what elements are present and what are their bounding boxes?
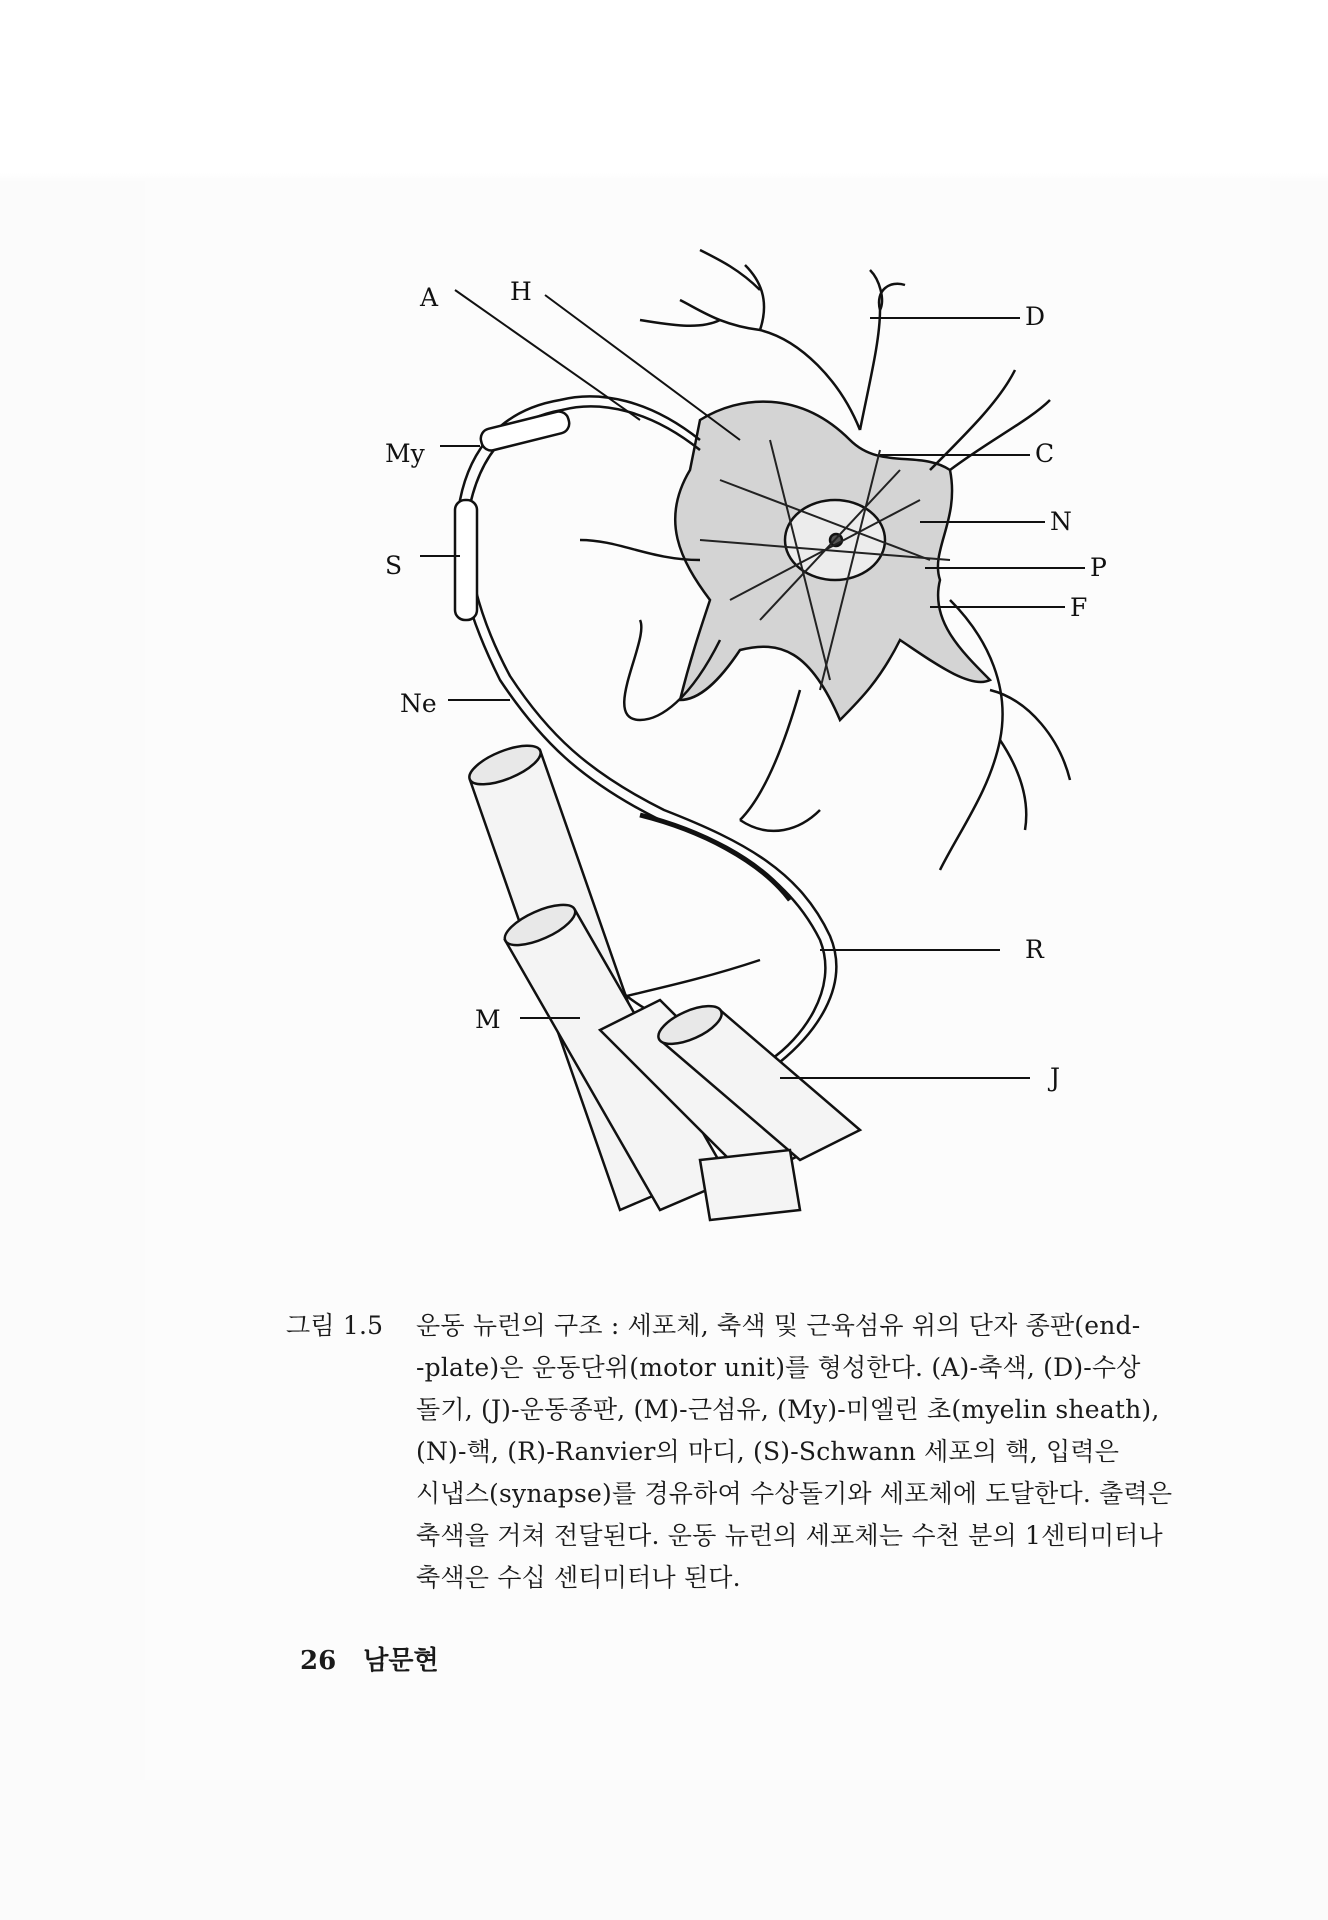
label-ne: Ne [400, 689, 437, 718]
label-c: C [1035, 439, 1055, 468]
label-n: N [1050, 507, 1072, 536]
label-r: R [1025, 935, 1044, 964]
page-number: 26 [300, 1646, 337, 1676]
caption-line: -plate)은 운동단위(motor unit)를 형성한다. (A)-축색, (D)-수상 [416, 1353, 1141, 1382]
caption-line: 시냅스(synapse)를 경유하여 수상돌기와 세포체에 도달한다. 출력은 [416, 1479, 1173, 1508]
label-a: A [420, 283, 439, 312]
label-my: My [385, 439, 425, 468]
caption-line: 돌기, (J)-운동종판, (M)-근섬유, (My)-미엘린 초(myelin sheath), [416, 1395, 1160, 1424]
figure-number: 그림 1.5 [286, 1311, 384, 1340]
label-s: S [385, 551, 403, 580]
label-j: J [1050, 1063, 1061, 1092]
caption-line: (N)-핵, (R)-Ranvier의 마디, (S)-Schwann 세포의 핵, 입력은 [416, 1437, 1120, 1466]
caption-line: 축색을 거쳐 전달된다. 운동 뉴런의 세포체는 수천 분의 1센티미터나 [416, 1521, 1163, 1550]
label-f: F [1070, 593, 1088, 622]
caption-body [416, 1305, 1246, 1599]
caption-line: 운동 뉴런의 구조 : 세포체, 축색 및 근육섬유 위의 단자 종판(end- [416, 1311, 1141, 1340]
label-p: P [1090, 553, 1107, 582]
figure-caption [286, 1305, 1246, 1599]
caption-line: 축색은 수십 센티미터나 된다. [416, 1563, 741, 1592]
label-m: M [475, 1005, 501, 1034]
author-name: 남문현 [363, 1646, 439, 1676]
neuron-cell-body [675, 402, 990, 720]
page-footer [300, 1640, 457, 1677]
label-d: D [1025, 302, 1046, 331]
label-h: H [510, 277, 532, 306]
